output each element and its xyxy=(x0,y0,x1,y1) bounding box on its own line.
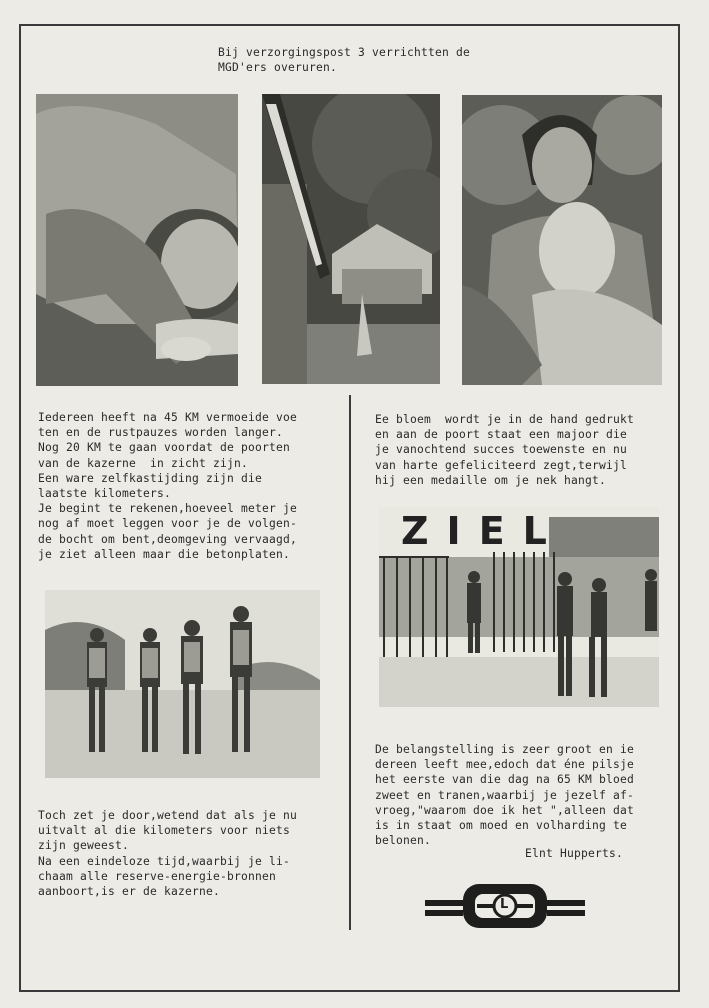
left-column-paragraph-1: Iedereen heeft na 45 KM vermoeide voe ten en de rustpauzes worden langer. Nog 20 KM te gaan voordat de poorten van de kazerne in zicht zijn. Een ware zelfkastijding zijn die laatste kilometers. Je begint te rekenen,hoeveel meter je nog af moet leggen voor je de volgen- de bocht om bent,deomgeving vervaagd, je ziet alleen maar die betonplaten. xyxy=(38,411,298,561)
photo-first-aid-post-tent xyxy=(262,94,440,384)
column-divider xyxy=(349,395,351,930)
finish-sign-text: ZIEL xyxy=(401,509,565,553)
photo-caption: Bij verzorgingspost 3 verrichtten de MGD'ers overuren. xyxy=(218,46,471,75)
logo-letter: L xyxy=(500,897,509,912)
photo-finish-gate xyxy=(379,507,659,707)
photo-medic-treating-foot xyxy=(36,94,238,386)
photo-four-walkers xyxy=(45,590,320,778)
right-column-paragraph-1: Ee bloem wordt je in de hand gedrukt en aan de poort staat een majoor die je vanochtend succes toewenste en nu van harte gefeliciteerd zegt,terwijl hij een medaille om je nek hangt. xyxy=(375,413,635,487)
author-signature: Elnt Hupperts. xyxy=(525,847,624,860)
photo-walker-foot-treatment xyxy=(462,95,662,385)
left-column-paragraph-2: Toch zet je door,wetend dat als je nu uitvalt al die kilometers voor niets zijn geweest. Na een eindeloze tijd,waarbij je li- chaam alle reserve-energie-bronnen aanboort,is er de kazerne. xyxy=(38,809,298,899)
right-column-paragraph-2: De belangstelling is zeer groot en ie dereen leeft mee,edoch dat éne pilsje het eerste van die dag na 65 KM bloed zweet en tranen,waarbij je jezelf af- vroeg,"waarom doe ik het ",alleen dat is in staat om moed en volharding te belonen. xyxy=(375,743,635,848)
chain-logo-icon xyxy=(425,878,585,934)
